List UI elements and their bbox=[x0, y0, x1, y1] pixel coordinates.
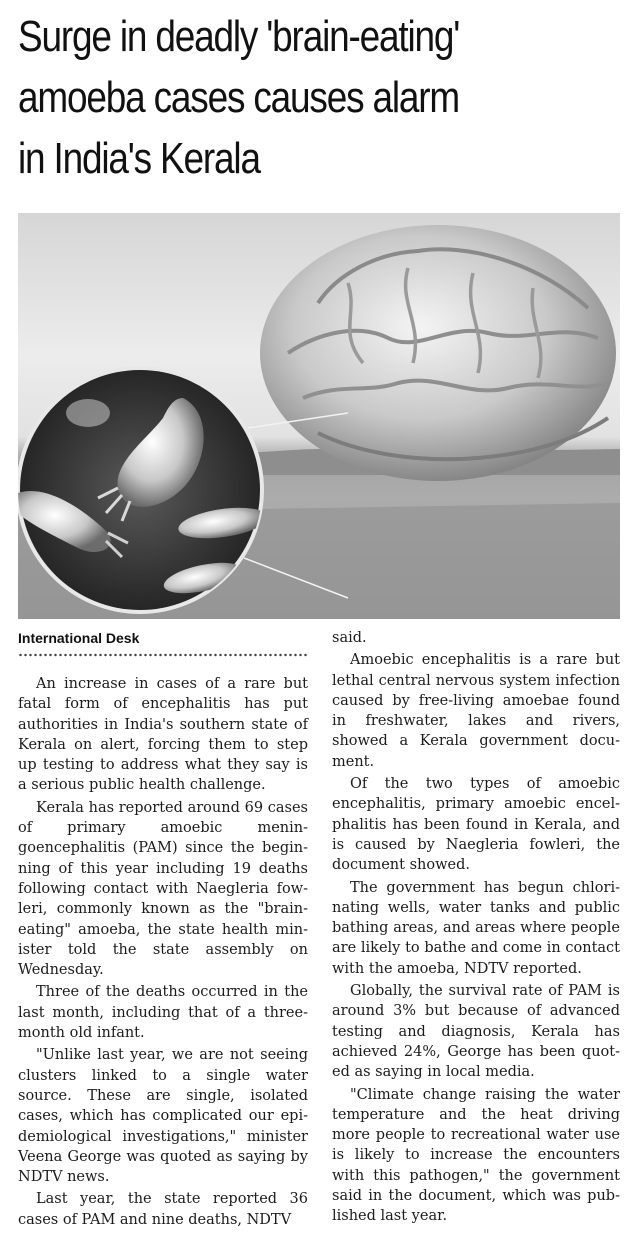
paragraph: Globally, the survival rate of PAM is around 3% but because of advanced testing and diagnosis, Kerala has achieved 24%, George has been quoted as saying in local media. bbox=[332, 983, 620, 1081]
paragraph: Three of the deaths occurred in the last month, including that of a three-month old infant. bbox=[18, 984, 308, 1042]
article-photo bbox=[18, 213, 620, 619]
paragraph: Last year, the state reported 36 cases of PAM and nine deaths, NDTV bbox=[18, 1191, 308, 1228]
brain-icon bbox=[260, 225, 616, 481]
headline-line-3: in India's Kerala bbox=[18, 134, 260, 183]
paragraph: The government has begun chlorinating wells, water tanks and public bathing areas, and areas where people are likely to bathe and come in contact with the amoeba, NDTV reported. bbox=[332, 879, 620, 977]
headline bbox=[18, 6, 530, 189]
dotted-rule bbox=[18, 653, 308, 657]
paragraph: Amoebic encephalitis is a rare but lethal central nervous system infection caused by free-living amoebae found in freshwater, lakes and rivers, showed a Kerala government document. bbox=[332, 652, 620, 770]
headline-line-2: amoeba cases causes alarm bbox=[18, 73, 460, 122]
paragraph: An increase in cases of a rare but fatal form of encephalitis has put authorities in India's southern state of Kerala on alert, forcing them to step up testing to address what they say is a serious public health challenge. bbox=[18, 676, 308, 794]
byline: International Desk bbox=[18, 630, 140, 646]
paragraph: Kerala has reported around 69 cases of primary amoebic meningoencephalitis (PAM) since the beginning of this year including 19 deaths following contact with Naegleria fowleri, commonly known as the "brain-eating" amoeba, the state health minister told the state assembly on Wednesday. bbox=[18, 799, 308, 979]
article-column-1 bbox=[18, 674, 308, 1232]
paragraph: "Unlike last year, we are not seeing clusters linked to a single water source. These are single, isolated cases, which has complicated our epidemiological investigations," minister Veena George was quoted as saying by NDTV news. bbox=[18, 1047, 308, 1186]
article-column-2 bbox=[332, 628, 620, 1229]
brain-and-amoeba-illustration bbox=[18, 213, 620, 619]
paragraph: "Climate change raising the water temperature and the heat driving more people to recreational water use is likely to increase the encounters with this pathogen," the government said in the document, which was published last year. bbox=[332, 1086, 620, 1225]
paragraph-continuation: said. bbox=[332, 630, 367, 646]
headline-line-1: Surge in deadly 'brain-eating' bbox=[18, 12, 460, 61]
paragraph: Of the two types of amoebic encephalitis, primary amoebic encelphalitis has been found in Kerala, and is caused by Naegleria fowleri, the document showed. bbox=[332, 776, 620, 874]
